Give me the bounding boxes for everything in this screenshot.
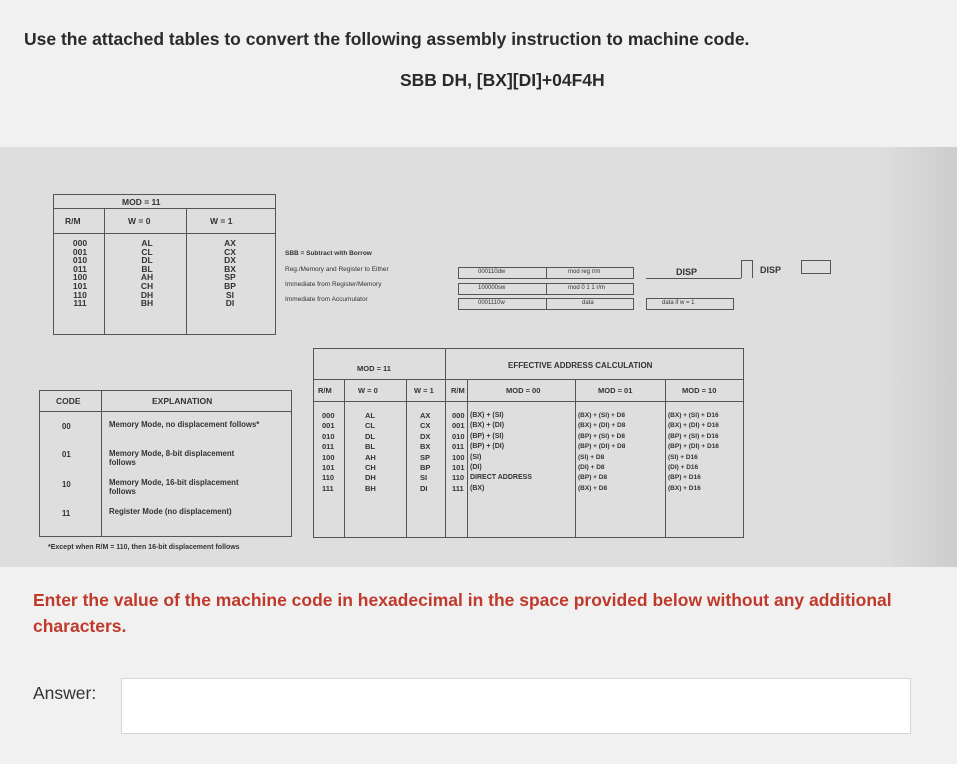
question-title: Use the attached tables to convert the following assembly instruction to machine code. (24, 29, 750, 49)
ea-mod11-header: MOD = 11 (357, 364, 391, 373)
disp-label-1: DISP (676, 267, 698, 277)
ea-mod01-values: (BX) + (SI) + D8 (BX) + (DI) + D8 (BP) + (SI) + D8 (BP) + (DI) + D8 (SI) + D8 (DI) + D8 (BP) + D8 (BX) + D8 (578, 412, 626, 492)
ea-mod00-values: (BX) + (SI) (BX) + (DI) (BP) + (SI) (BP) + (DI) (SI) (DI) DIRECT ADDRESS (BX) (470, 412, 532, 492)
reg-mod-header: MOD = 11 (122, 197, 161, 207)
sbb-row-3: Immediate from Accumulator (285, 296, 368, 303)
ea-rm-codes-2: 000 001 010 011 100 101 110 111 (452, 411, 465, 493)
mode-footnote: *Except when R/M = 110, then 16-bit displacement follows (48, 544, 240, 551)
ea-w1-header: W = 1 (414, 386, 434, 395)
reg-w1-header: W = 1 (210, 216, 233, 226)
ea-mod01-header: MOD = 01 (598, 386, 633, 395)
mode-code-header: CODE (56, 396, 81, 406)
reg-rm-codes: 000 001 010 011 100 101 110 111 (72, 238, 88, 309)
reg-w1-regs: AX CX DX BX SP BP SI DI (224, 238, 236, 309)
sbb-modbyte-2: mod 0 1 1 r/m (568, 285, 606, 291)
reference-tables-image (0, 147, 957, 567)
sbb-modbyte-3: data (582, 300, 594, 306)
enter-instructions: Enter the value of the machine code in hexadecimal in the space provided below without any additional characters. (33, 590, 892, 636)
assembly-instruction: SBB DH, [BX][DI]+04F4H (400, 70, 605, 90)
ea-rm-header-2: R/M (451, 386, 465, 395)
ea-calc-header: EFFECTIVE ADDRESS CALCULATION (508, 361, 653, 370)
sbb-row-2: Immediate from Register/Memory (285, 281, 382, 288)
mode-explanation-header: EXPLANATION (152, 396, 213, 406)
sbb-row-1: Reg./Memory and Register to Either (285, 266, 389, 273)
mode-text-11: Register Mode (no displacement) (109, 507, 232, 516)
mode-text-10: Memory Mode, 16-bit displacement follows (109, 478, 239, 496)
answer-input[interactable] (121, 678, 911, 734)
reg-w0-regs: AL CL DL BL AH CH DH BH (140, 238, 154, 309)
mode-text-01: Memory Mode, 8-bit displacement follows (109, 449, 235, 467)
ea-rm-codes: 000 001 010 011 100 101 110 111 (322, 411, 335, 493)
mode-code-10: 10 (62, 480, 71, 489)
ea-rm-header: R/M (318, 386, 332, 395)
reg-rm-header: R/M (65, 216, 81, 226)
mode-code-11: 11 (62, 509, 71, 518)
disp-label-2: DISP (760, 265, 782, 275)
ea-w0-regs: AL CL DL BL AH CH DH BH (365, 411, 376, 493)
mode-code-00: 00 (62, 422, 71, 431)
mode-code-01: 01 (62, 450, 71, 459)
answer-label: Answer: (33, 683, 97, 703)
sbb-data-note: data if w = 1 (662, 300, 695, 306)
ea-mod00-header: MOD = 00 (506, 386, 541, 395)
ea-mod10-values: (BX) + (SI) + D16 (BX) + (DI) + D16 (BP) + (SI) + D16 (BP) + (DI) + D16 (SI) + D16 (DI) + D16 (BP) + D16 (BX) + D16 (668, 412, 719, 492)
ea-w0-header: W = 0 (358, 386, 378, 395)
ea-w1-regs: AX CX DX BX SP BP SI DI (420, 411, 431, 493)
reg-w0-header: W = 0 (128, 216, 151, 226)
sbb-opcode-2: 100000sw (478, 285, 506, 291)
sbb-opcode-3: 0001110w (478, 300, 505, 306)
mode-text-00: Memory Mode, no displacement follows* (109, 420, 260, 429)
sbb-opcode-1: 000110dw (478, 269, 506, 275)
sbb-modbyte-1: mod reg r/m (568, 269, 601, 275)
sbb-title: SBB = Subtract with Borrow (285, 250, 372, 257)
ea-mod10-header: MOD = 10 (682, 386, 717, 395)
